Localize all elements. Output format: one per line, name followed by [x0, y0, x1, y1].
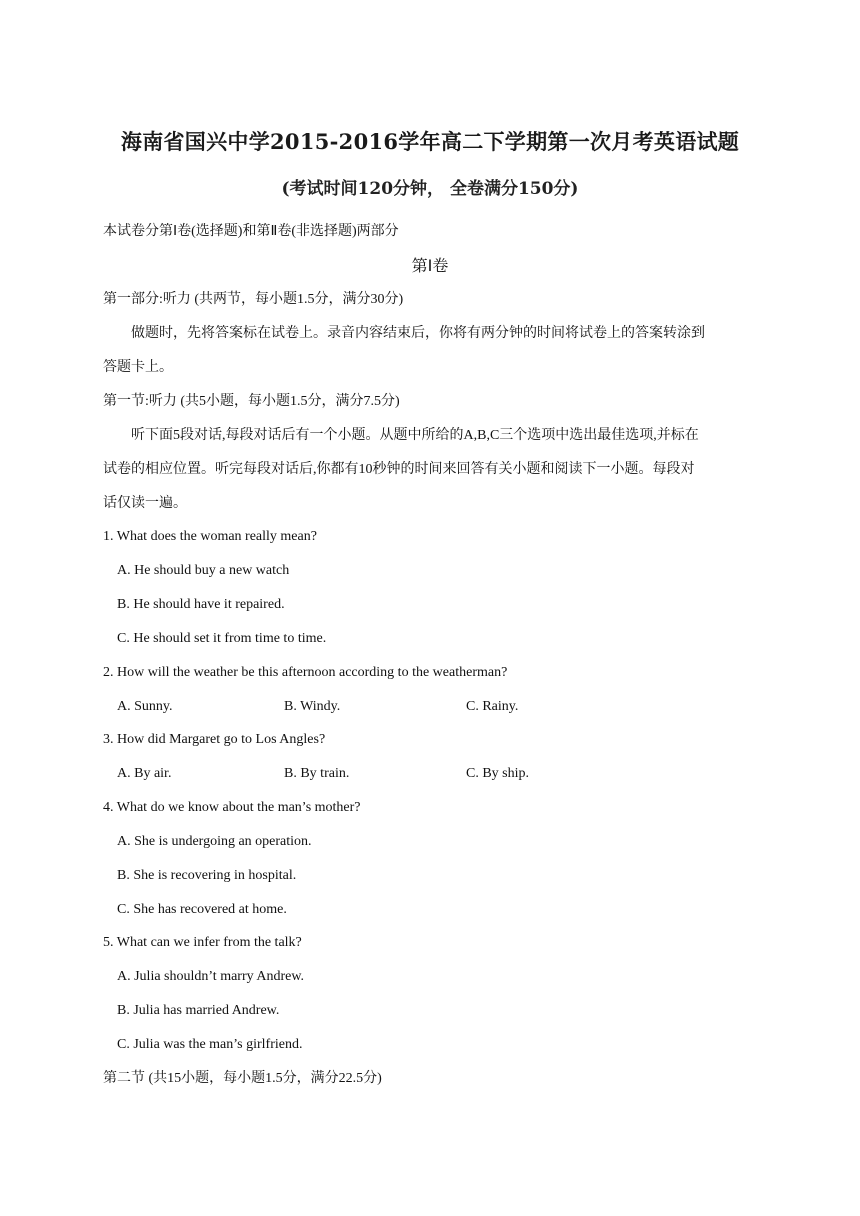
question-stem: 4. What do we know about the man’s mother?	[103, 800, 361, 815]
option-c: C. He should set it from time to time.	[117, 631, 327, 646]
option-c: C. Rainy.	[466, 699, 519, 714]
option-a: A. She is undergoing an operation.	[117, 834, 312, 849]
exam-subtitle: (考试时间120分钟， 全卷满分150分)	[281, 179, 579, 199]
part1-instruction-line1: 做题时，先将答案标在试卷上。录音内容结束后，你将有两分钟的时间将试卷上的答案转涂到	[131, 326, 705, 341]
section1-instruction-line2: 试卷的相应位置。听完每段对话后,你都有10秒钟的时间来回答有关小题和阅读下一小题。每段对	[103, 462, 695, 477]
volume-title: 第Ⅰ卷	[411, 258, 449, 275]
option-a: A. Sunny.	[117, 699, 173, 714]
question-stem: 1. What does the woman really mean?	[103, 529, 317, 544]
option-a: A. By air.	[117, 766, 172, 781]
section2-heading: 第二节 (共15小题，每小题1.5分，满分22.5分)	[103, 1071, 382, 1086]
section1-instruction-line3: 话仅读一遍。	[103, 496, 187, 511]
intro-text: 本试卷分第Ⅰ卷(选择题)和第Ⅱ卷(非选择题)两部分	[103, 224, 399, 239]
option-b: B. He should have it repaired.	[117, 597, 285, 612]
question-stem: 3. How did Margaret go to Los Angles?	[103, 732, 326, 747]
question-stem: 5. What can we infer from the talk?	[103, 935, 302, 950]
exam-title: 海南省国兴中学2015-2016学年高二下学期第一次月考英语试题	[120, 129, 740, 154]
option-b: B. Windy.	[284, 699, 341, 714]
option-b: B. Julia has married Andrew.	[117, 1003, 280, 1018]
section1-instruction-line1: 听下面5段对话,每段对话后有一个小题。从题中所给的A,B,C三个选项中选出最佳选项,并标在	[131, 428, 699, 443]
option-b: B. She is recovering in hospital.	[117, 868, 297, 883]
question-stem: 2. How will the weather be this afternoon according to the weatherman?	[103, 665, 508, 680]
option-c: C. She has recovered at home.	[117, 902, 287, 917]
part1-heading: 第一部分:听力 (共两节，每小题1.5分，满分30分)	[103, 292, 404, 307]
option-c: C. Julia was the man’s girlfriend.	[117, 1037, 303, 1052]
section1-heading: 第一节:听力 (共5小题，每小题1.5分，满分7.5分)	[103, 394, 400, 409]
option-c: C. By ship.	[466, 766, 530, 781]
part1-instruction-line2: 答题卡上。	[103, 360, 173, 375]
option-a: A. He should buy a new watch	[117, 563, 290, 578]
option-b: B. By train.	[284, 766, 350, 781]
option-a: A. Julia shouldn’t marry Andrew.	[117, 969, 305, 984]
